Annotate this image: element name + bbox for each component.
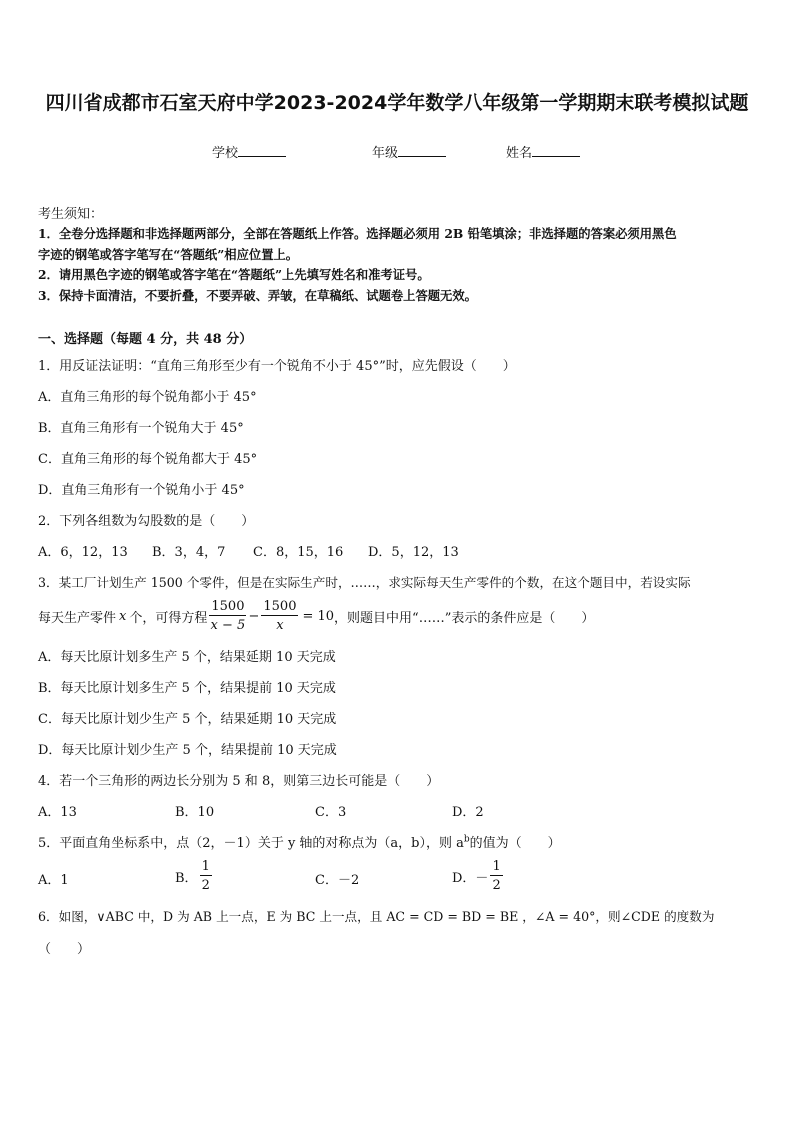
notice-item-1-line-1: 1．全卷分选择题和非选择题两部分，全部在答题纸上作答。选择题必须用 2B 铅笔填涂；非选择题的答案必须用黑色: [38, 226, 677, 241]
name-label: 姓名: [506, 146, 533, 161]
grade-field: [372, 142, 446, 161]
q6-stem-line-1: 6．如图，∨ABC 中，D 为 AB 上一点，E 为 BC 上一点，且 AC = CD = BD = BE ，∠A = 40°，则∠CDE 的度数为: [38, 909, 715, 924]
exam-title: 四川省成都市石室天府中学2023-2024学年数学八年级第一学期期末联考模拟试题: [45, 92, 749, 114]
q5-stem-post: 的值为（ ）: [469, 836, 561, 851]
q2-option-c: C．8，15，16: [253, 545, 344, 560]
q3-fraction-2-denominator: x: [276, 618, 284, 633]
q5-option-b-fraction: [200, 860, 212, 892]
q5-option-d: [452, 856, 505, 896]
q5-option-d-numerator: 1: [492, 859, 501, 874]
q2-option-d: D．5，12，13: [368, 545, 459, 560]
q3-option-a: A．每天比原计划多生产 5 个，结果延期 10 天完成: [38, 650, 336, 665]
name-field: [506, 142, 580, 161]
grade-label: 年级: [372, 146, 399, 161]
q5-option-d-fraction: [490, 860, 502, 892]
q3-stem-line-2: [38, 596, 594, 636]
q5-option-d-denominator: 2: [492, 878, 501, 893]
q3-option-d: D．每天比原计划少生产 5 个，结果提前 10 天完成: [38, 743, 337, 758]
q3-line2-pre: 每天生产零件: [38, 610, 117, 626]
q3-fraction-2-numerator: 1500: [263, 599, 297, 614]
q2-stem: 2．下列各组数为勾股数的是（ ）: [38, 514, 255, 529]
q2-option-a: A．6，12，13: [38, 545, 128, 560]
q1-option-a: A．直角三角形的每个锐角都小于 45°: [38, 390, 257, 405]
q3-option-c: C．每天比原计划少生产 5 个，结果延期 10 天完成: [38, 712, 337, 727]
q3-line2-mid: 个，可得方程: [129, 610, 208, 626]
q4-stem: 4．若一个三角形的两边长分别为 5 和 8，则第三边长可能是（ ）: [38, 774, 440, 789]
q3-variable-x: x: [119, 608, 127, 624]
q5-stem: [38, 832, 561, 851]
school-field: [212, 142, 286, 161]
q5-option-c: C．－2: [315, 873, 360, 888]
q3-minus-sign: −: [248, 608, 260, 624]
notice-item-1-line-2: 字迹的钢笔或答字笔写在“答题纸”相应位置上。: [38, 247, 299, 262]
q4-option-c: C．3: [315, 805, 347, 820]
q3-fraction-1-numerator: 1500: [211, 599, 245, 614]
q4-option-d: D．2: [452, 805, 484, 820]
q5-stem-superscript: b: [463, 834, 470, 845]
q3-fraction-1: [209, 600, 246, 632]
notice-item-3: 3．保持卡面清洁，不要折叠，不要弄破、弄皱，在草稿纸、试题卷上答题无效。: [38, 288, 477, 303]
q1-option-b: B．直角三角形有一个锐角大于 45°: [38, 421, 244, 436]
notice-item-2: 2．请用黑色字迹的钢笔或答字笔在“答题纸”上先填写姓名和准考证号。: [38, 267, 430, 282]
q5-stem-pre: 5．平面直角坐标系中，点（2，－1）关于 y 轴的对称点为（a，b），则 a: [38, 836, 464, 851]
q5-option-b-label: B．: [175, 870, 198, 886]
q3-line2-post: ，则题目中用“……”表示的条件应是（ ）: [334, 610, 595, 626]
q5-option-b-numerator: 1: [201, 859, 210, 874]
q1-option-d: D．直角三角形有一个锐角小于 45°: [38, 483, 245, 498]
q3-stem-line-1: 3．某工厂计划生产 1500 个零件，但是在实际生产时，……，求实际每天生产零件的个数，在这个题目中，若设实际: [38, 575, 691, 590]
q3-option-b: B．每天比原计划多生产 5 个，结果提前 10 天完成: [38, 681, 336, 696]
q5-option-b: [175, 856, 214, 896]
notice-heading: 考生须知：: [38, 207, 104, 222]
q5-option-a: A．1: [38, 873, 69, 888]
q6-stem-line-2: （ ）: [38, 942, 91, 957]
q5-option-b-denominator: 2: [201, 878, 210, 893]
q3-equation-rhs: = 10: [302, 608, 335, 624]
q4-option-a: A．13: [38, 805, 77, 820]
q2-option-b: B．3，4，7: [152, 545, 226, 560]
grade-blank: [398, 144, 446, 157]
school-label: 学校: [212, 146, 239, 161]
q4-option-b: B．10: [175, 805, 215, 820]
school-blank: [238, 144, 286, 157]
name-blank: [532, 144, 580, 157]
q5-option-d-label: D．－: [452, 870, 489, 886]
q3-fraction-2: [261, 600, 298, 632]
q1-stem: 1．用反证法证明：“直角三角形至少有一个锐角不小于 45°”时，应先假设（ ）: [38, 359, 516, 374]
section-1-heading: 一、选择题（每题 4 分，共 48 分）: [38, 332, 253, 347]
q3-fraction-1-denominator: x − 5: [210, 618, 246, 633]
q1-option-c: C．直角三角形的每个锐角都大于 45°: [38, 452, 258, 467]
